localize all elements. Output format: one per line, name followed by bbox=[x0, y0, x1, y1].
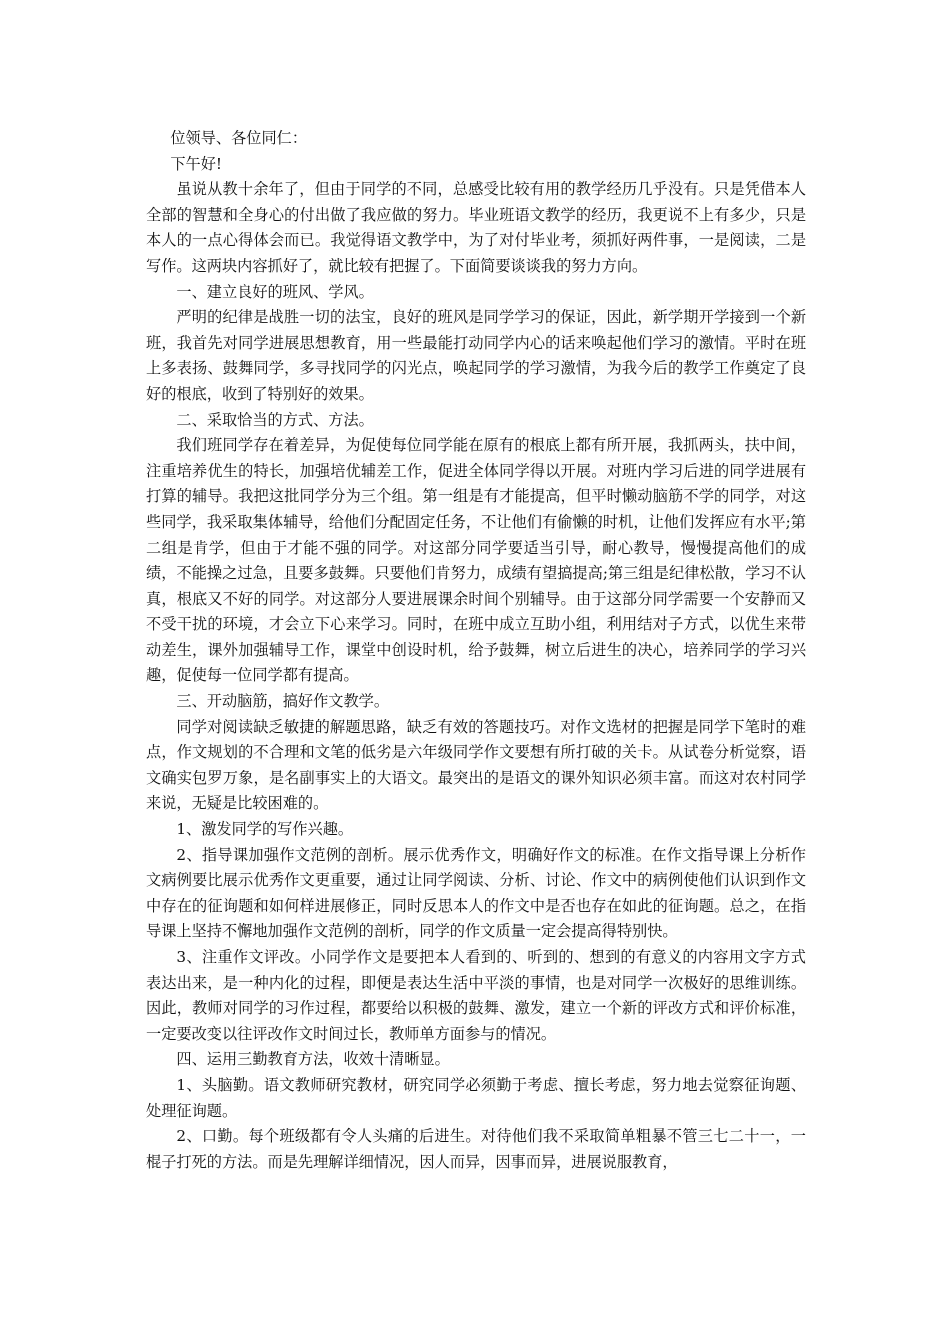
section-heading-1: 一、建立良好的班风、学风。 bbox=[176, 282, 374, 301]
body-paragraph: 严明的纪律是战胜一切的法宝，良好的班风是同学学习的保证，因此，新学期开学接到一个新班，我首先对同学进展思想教育，用一些最能打动同学内心的话来唤起他们学习的激情。平时在班上多表扬、鼓舞同学，多寻找同学的闪光点，唤起同学的学习激情，为我今后的教学工作奠定了良好的根底，收到了特别好的效果。 bbox=[146, 308, 806, 403]
document-body bbox=[146, 126, 806, 1175]
body-paragraph: 我们班同学存在着差异，为促使每位同学能在原有的根底上都有所开展，我抓两头，扶中间，注重培养优生的特长，加强培优辅差工作，促进全体同学得以开展。对班内学习后进的同学进展有打算的辅导。我把这批同学分为三个组。第一组是有才能提高，但平时懒动脑筋不学的同学，对这些同学，我采取集体辅导，给他们分配固定任务，不让他们有偷懒的时机，让他们发挥应有水平;第二组是肯学，但由于才能不强的同学。对这部分同学要适当引导，耐心教导，慢慢提高他们的成绩，不能操之过急，且要多鼓舞。只要他们肯努力，成绩有望搞提高;第三组是纪律松散，学习不认真，根底又不好的同学。对这部分人要进展课余时间个别辅导。由于这部分同学需要一个安静而又不受干扰的环境，才会立下心来学习。同时，在班中成立互助小组，利用结对子方式，以优生来带动差生，课外加强辅导工作，课堂中创设时机，给予鼓舞，树立后进生的决心，培养同学的学习兴趣，促使每一位同学都有提高。 bbox=[146, 436, 806, 685]
greeting: 下午好! bbox=[170, 154, 222, 173]
intro-paragraph: 虽说从教十余年了，但由于同学的不同，总感受比较有用的教学经历几乎没有。只是凭借本人全部的智慧和全身心的付出做了我应做的努力。毕业班语文教学的经历，我更说不上有多少，只是本人的一点心得体会而已。我觉得语文教学中，为了对付毕业考，须抓好两件事，一是阅读，二是写作。这两块内容抓好了，就比较有把握了。下面简要谈谈我的努力方向。 bbox=[146, 180, 806, 275]
section-heading-4: 四、运用三勤教育方法，收效十清晰显。 bbox=[176, 1050, 450, 1069]
section-heading-3: 三、开动脑筋，搞好作文教学。 bbox=[176, 692, 390, 711]
body-paragraph: 同学对阅读缺乏敏捷的解题思路，缺乏有效的答题技巧。对作文选材的把握是同学下笔时的难点，作文规划的不合理和文笔的低劣是六年级同学作文要想有所打破的关卡。从试卷分析觉察，语文确实包罗万象，是名副事实上的大语文。最突出的是语文的课外知识必须丰富。而这对农村同学来说，无疑是比较困难的。 bbox=[146, 717, 806, 813]
list-item: 1、头脑勤。语文教师研究教材，研究同学必须勤于考虑、擅长考虑，努力地去觉察征询题、处理征询题。 bbox=[146, 1075, 806, 1120]
section-heading-2: 二、采取恰当的方式、方法。 bbox=[176, 410, 374, 429]
list-item: 2、指导课加强作文范例的剖析。展示优秀作文，明确好作文的标准。在作文指导课上分析作文病例要比展示优秀作文更重要，通过让同学阅读、分析、讨论、作文中的病例使他们认识到作文中存在的征询题和如何样进展修正，同时反思本人的作文中是否也存在如此的征询题。总之，在指导课上坚持不懈地加强作文范例的剖析，同学的作文质量一定会提高得特别快。 bbox=[146, 845, 806, 941]
salutation: 位领导、各位同仁： bbox=[170, 129, 307, 147]
list-item: 2、口勤。每个班级都有令人头痛的后进生。对待他们我不采取简单粗暴不管三七二十一，一棍子打死的方法。而是先理解详细情况，因人而异，因事而异，进展说服教育， bbox=[146, 1127, 806, 1171]
list-item: 1、激发同学的写作兴趣。 bbox=[176, 820, 354, 839]
list-item: 3、注重作文评改。小同学作文是要把本人看到的、听到的、想到的有意义的内容用文字方式表达出来，是一种内化的过程，即便是表达生活中平淡的事情，也是对同学一次极好的思维训练。因此，教师对同学的习作过程，都要给以积极的鼓舞、激发，建立一个新的评改方式和评价标准，一定要改变以往评改作文时间过长，教师单方面参与的情况。 bbox=[146, 948, 806, 1043]
